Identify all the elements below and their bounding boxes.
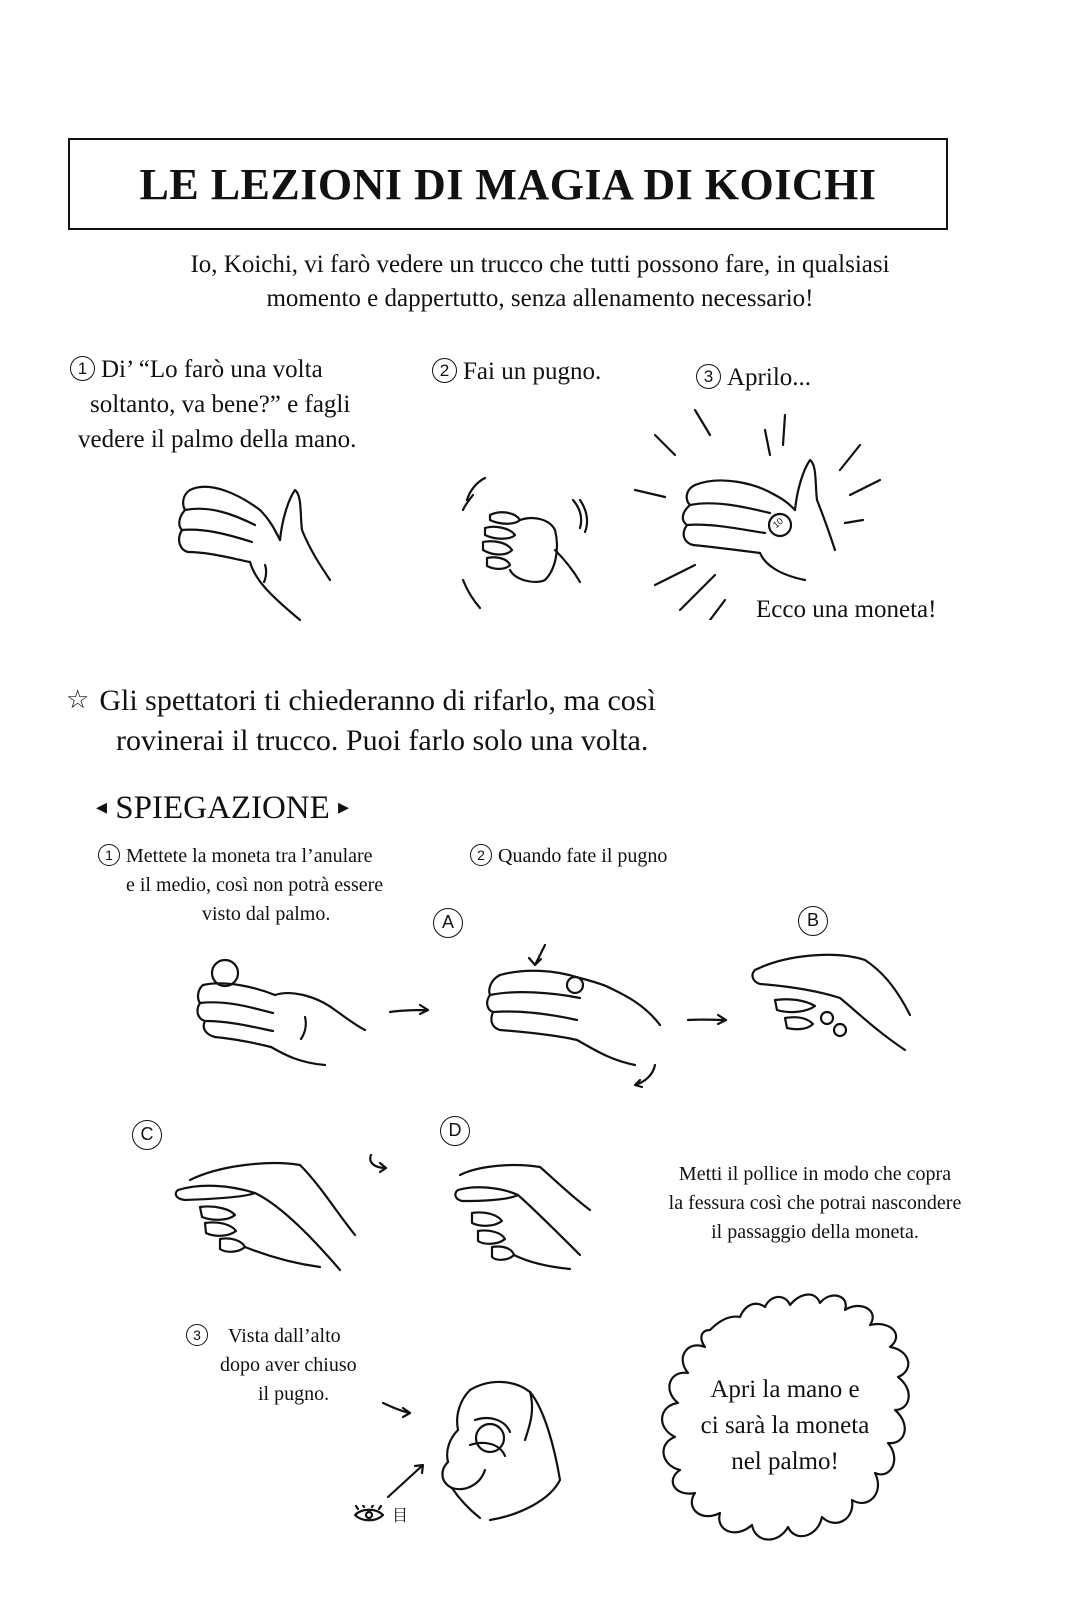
intro-text xyxy=(100,248,980,316)
arrow-up-right-icon xyxy=(385,1460,430,1500)
star-outline-icon: ☆ xyxy=(66,685,90,714)
explanation-step-3-line-2: dopo aver chiuso xyxy=(220,1354,357,1376)
star-note-line-2: rovinerai il trucco. Puoi farlo solo una volta. xyxy=(116,724,649,757)
coin-caption: Ecco una moneta! xyxy=(756,596,937,623)
star-note-line-1: Gli spettatori ti chiederanno di rifarlo, ma così xyxy=(99,684,656,717)
label-d: D xyxy=(440,1116,470,1146)
explanation-step-3-number: 3 xyxy=(186,1324,208,1346)
hand-fist-side-drawing xyxy=(745,940,915,1060)
arrow-right-icon: ▸ xyxy=(338,794,350,819)
curved-arrow-icon xyxy=(366,1150,396,1175)
explanation-step-1-number: 1 xyxy=(98,844,120,866)
thumb-note xyxy=(640,1160,990,1247)
step-3-number: 3 xyxy=(696,364,721,389)
fist-drawing xyxy=(455,470,595,615)
explanation-step-1 xyxy=(98,842,448,929)
step-2-number: 2 xyxy=(432,358,457,383)
step-1 xyxy=(70,352,420,457)
page-title: LE LEZIONI DI MAGIA DI KOICHI xyxy=(139,159,877,209)
arrow-right-icon xyxy=(380,1395,416,1420)
arrow-left-icon: ◂ xyxy=(96,794,108,819)
step-1-line-1: Di’ “Lo farò una volta xyxy=(101,356,323,383)
label-b: B xyxy=(798,906,828,936)
star-note xyxy=(66,680,826,761)
step-1-line-2: soltanto, va bene?” e fagli xyxy=(90,391,351,418)
explanation-heading xyxy=(96,790,349,827)
thumb-note-line-3: il passaggio della moneta. xyxy=(711,1221,919,1243)
burst-text xyxy=(660,1372,910,1480)
explanation-step-1-line-2: e il medio, così non potrà essere xyxy=(126,874,384,896)
step-3 xyxy=(696,360,811,395)
explanation-heading-text: SPIEGAZIONE xyxy=(115,790,330,826)
hand-coin-between-fingers-drawing xyxy=(195,955,370,1070)
open-palm-coin-drawing xyxy=(625,405,890,620)
explanation-step-3-line-1: Vista dall’alto xyxy=(228,1325,341,1347)
step-2 xyxy=(432,354,601,389)
coin-value: 10 xyxy=(770,515,786,531)
step-1-line-3: vedere il palmo della mano. xyxy=(78,426,357,453)
intro-line-1: Io, Koichi, vi farò vedere un trucco che tutti possono fare, in qualsiasi xyxy=(190,251,890,278)
step-3-text: Aprilo... xyxy=(727,364,812,391)
burst-line-2: ci sarà la moneta xyxy=(700,1412,870,1439)
thumb-note-line-1: Metti il pollice in modo che copra xyxy=(678,1163,952,1185)
explanation-step-1-line-1: Mettete la moneta tra l’anulare xyxy=(126,845,373,867)
burst-line-1: Apri la mano e xyxy=(710,1376,860,1403)
open-palm-drawing xyxy=(170,470,340,635)
step-2-text: Fai un pugno. xyxy=(463,358,602,385)
fist-top-view-drawing xyxy=(430,1370,590,1525)
arrow-right-icon xyxy=(388,1000,433,1020)
explanation-step-1-line-3: visto dal palmo. xyxy=(202,903,331,925)
step-1-number: 1 xyxy=(70,356,95,381)
burst-line-3: nel palmo! xyxy=(731,1448,839,1475)
coin-icon xyxy=(212,960,238,986)
eye-icon xyxy=(352,1505,386,1525)
label-c: C xyxy=(132,1120,162,1150)
eye-label: 目 xyxy=(392,1506,409,1525)
label-a: A xyxy=(433,908,463,938)
hand-closing-drawing xyxy=(485,940,670,1090)
hand-thumb-closed-drawing xyxy=(450,1155,600,1275)
arrow-right-icon xyxy=(686,1010,731,1030)
explanation-step-2-text: Quando fate il pugno xyxy=(498,845,668,867)
explanation-step-3-line-3: il pugno. xyxy=(258,1383,330,1405)
intro-line-2: momento e dappertutto, senza allenamento necessario! xyxy=(266,285,814,312)
thumb-note-line-2: la fessura così che potrai nascondere xyxy=(668,1192,962,1214)
title-box xyxy=(68,138,948,230)
hand-thumb-cover-drawing xyxy=(170,1155,360,1275)
explanation-step-2-number: 2 xyxy=(470,844,492,866)
explanation-step-2 xyxy=(470,842,667,871)
